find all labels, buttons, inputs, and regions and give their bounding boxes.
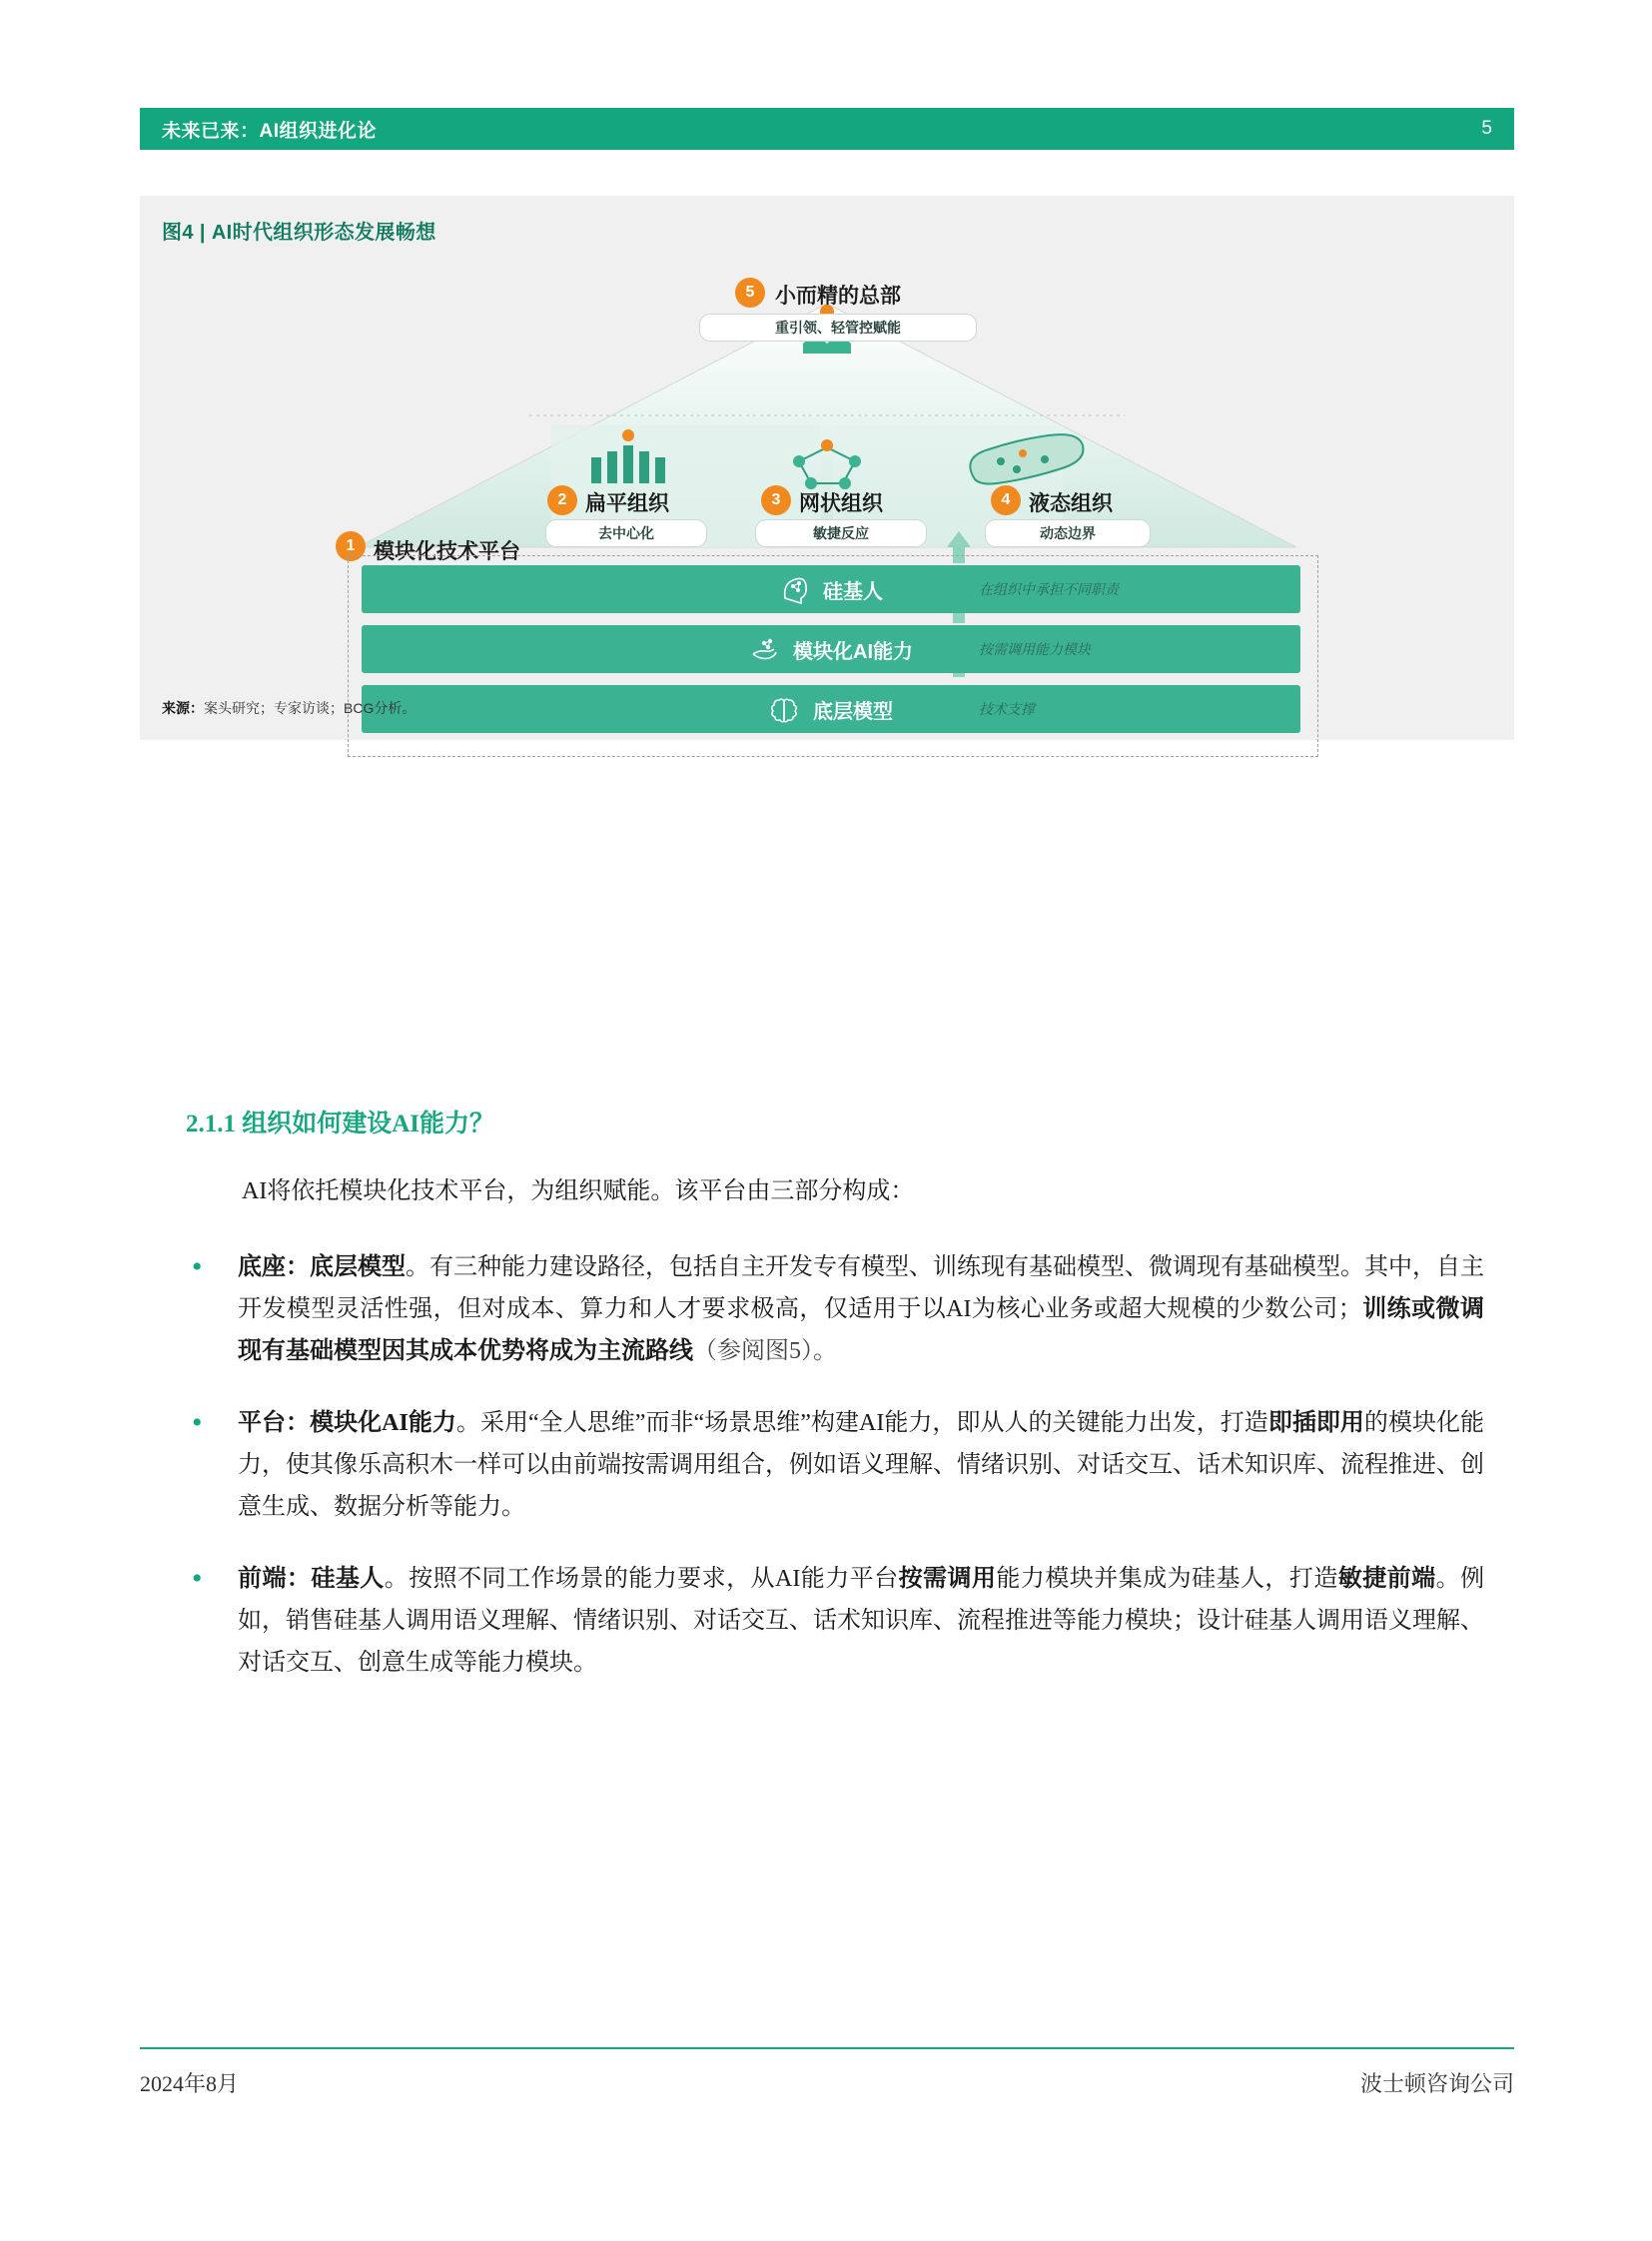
bullet-item-2 [186,1402,1484,1528]
layer-label-modular-ai: 模块化AI能力 [793,640,913,663]
tagline-network-org: 敏捷反应 [755,519,927,547]
badge-5: 5 [735,278,765,308]
tagline-fluid-org: 动态边界 [985,519,1151,547]
bullet-2-seg-3: 的模块化能力，使其像乐高积木一样可以由前端按需调用组合，例如语义理解、情绪识别、对话交互、话术知识库、流程推进、创意生成、数据分析等能力。 [238,1410,1485,1520]
bullet-marker: • [192,1250,203,1283]
brain-model-icon [769,694,799,724]
bullet-3-seg-2: 按需调用 [898,1566,997,1592]
bullet-marker: • [192,1406,203,1439]
bullet-text-1 [238,1246,1484,1372]
bullet-3-seg-1: 。按照不同工作场景的能力要求，从AI能力平台 [384,1566,899,1592]
section-heading: 2.1.1 组织如何建设AI能力？ [186,1111,495,1137]
bullet-3-seg-0: 前端：硅基人 [238,1566,385,1592]
bullet-item-1 [186,1246,1484,1372]
bullet-item-3 [186,1558,1484,1684]
layer-label-silicon-human: 硅基人 [823,580,883,603]
layer-note-base-model: 技术支撑 [979,701,1035,717]
figure-source [162,698,415,718]
badge-1: 1 [336,531,366,561]
body-content [186,1170,1484,1714]
bullet-marker: • [192,1562,203,1595]
bullet-2-seg-1: 。采用“全人思维”而非“场景思维”构建AI能力，即从人的关键能力出发，打造 [455,1410,1268,1436]
footer-date: 2024年8月 [140,2071,240,2096]
bullet-2-seg-2: 即插即用 [1267,1410,1364,1436]
badge-4: 4 [991,485,1021,515]
intro-paragraph: AI将依托模块化技术平台，为组织赋能。该平台由三部分构成： [242,1178,915,1204]
footer-divider [140,2047,1514,2049]
footer-company: 波士顿咨询公司 [1359,2071,1514,2096]
figure-source-body: 案头研究；专家访谈；BCG分析。 [204,700,416,716]
bullet-3-seg-3: 能力模块并集成为硅基人，打造 [996,1566,1338,1592]
label-flat-org: 扁平组织 [585,492,669,515]
figure-title: 图4 | AI时代组织形态发展畅想 [162,222,436,244]
label-fluid-org: 液态组织 [1029,492,1113,515]
silicon-human-icon [779,574,809,604]
bullet-1-seg-3: （参阅图5）。 [693,1338,837,1364]
layer-bar-silicon-human [362,565,1300,613]
page-header-bar [140,108,1514,150]
hand-module-icon [749,634,779,664]
document-title: 未来已来：AI组织进化论 [162,120,378,142]
bullet-1-seg-2: 训练或微调现有基础模型因其成本优势将成为主流路线 [238,1296,1485,1364]
layer-note-silicon-human: 在组织中承担不同职责 [979,581,1119,597]
layer-note-modular-ai: 按需调用能力模块 [979,641,1091,657]
layer-bar-base-model [362,685,1300,733]
bullet-1-seg-1: 。有三种能力建设路径，包括自主开发专有模型、训练现有基础模型、微调现有基础模型。其中，自主开发模型灵活性强，但对成本、算力和人才要求极高，仅适用于以AI为核心业务或超大规模的少数公司； [238,1254,1484,1322]
figure-source-prefix: 来源： [162,700,204,716]
bullet-text-2 [238,1402,1484,1528]
label-network-org: 网状组织 [799,492,883,515]
tagline-flat-org: 去中心化 [545,519,707,547]
label-modular-platform: 模块化技术平台 [374,540,520,563]
layer-bar-modular-ai [362,625,1300,673]
badge-2: 2 [547,485,577,515]
figure-panel [140,196,1514,740]
page-number: 5 [1481,118,1492,139]
label-small-hq: 小而精的总部 [775,285,901,308]
bullet-2-seg-0: 平台：模块化AI能力 [238,1410,456,1436]
bullet-3-seg-5: 。例如，销售硅基人调用语义理解、情绪识别、对话交互、话术知识库、流程推进等能力模块；设计硅基人调用语义理解、对话交互、创意生成等能力模块。 [238,1566,1485,1676]
bullet-1-seg-0: 底座：底层模型 [238,1254,406,1280]
tagline-small-hq: 重引领、轻管控赋能 [699,314,977,342]
badge-3: 3 [761,485,791,515]
layer-label-base-model: 底层模型 [813,700,893,723]
bullet-3-seg-4: 敏捷前端 [1337,1566,1436,1592]
bullet-text-3 [238,1558,1484,1684]
